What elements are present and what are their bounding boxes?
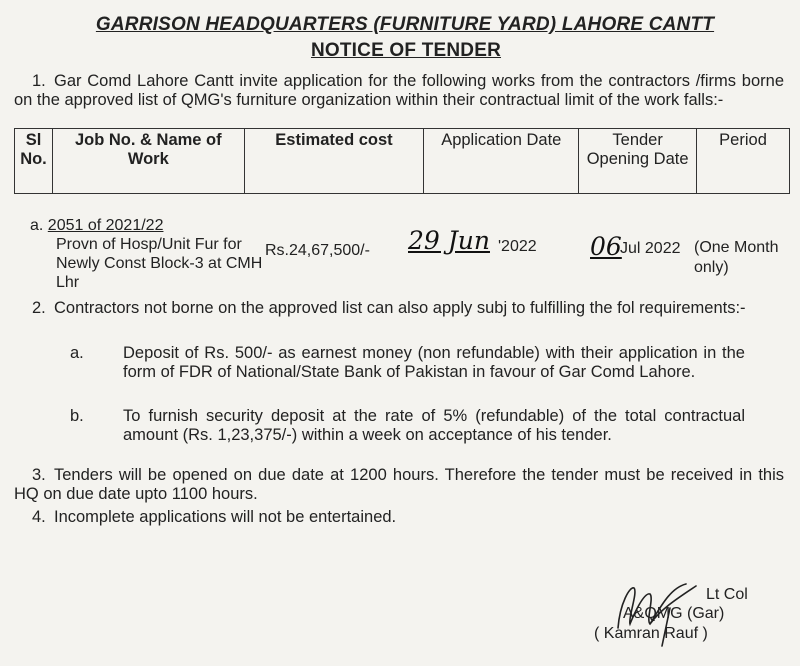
paragraph-4 (14, 508, 784, 527)
requirement-a-text: Deposit of Rs. 500/- as earnest money (non refundable) with their application in the form of FDR of National/State Bank of Pakistan in favour of Gar Comd Lahore. (123, 344, 745, 381)
opening-date-month-year: Jul 2022 (620, 240, 681, 257)
paragraph-4-text: Incomplete applications will not be entertained. (54, 508, 397, 526)
paragraph-2-text: Contractors not borne on the approved list can also apply subj to fulfilling the fol requirements:- (54, 299, 746, 317)
work-entry-ref (30, 216, 163, 235)
header-tender-opening-date: Tender Opening Date (579, 129, 697, 194)
signature-name: ( Kamran Rauf ) (594, 625, 708, 642)
requirement-b-text: To furnish security deposit at the rate of 5% (refundable) of the total contractual amount (Rs. 1,23,375/-) within a week on acceptance of his tender. (123, 407, 745, 444)
tender-table-header-row (15, 129, 790, 194)
tender-table (14, 128, 790, 194)
work-estimated-cost: Rs.24,67,500/- (265, 242, 370, 259)
paragraph-3-number: 3. (32, 466, 46, 484)
work-entry-label: a. (30, 217, 44, 234)
paragraph-3 (14, 466, 784, 504)
work-name: Provn of Hosp/Unit Fur for Newly Const Block-3 at CMH Lhr (56, 236, 263, 291)
application-date-handwritten: 29 Jun (408, 226, 490, 255)
notice-title: GARRISON HEADQUARTERS (FURNITURE YARD) LAHORE CANTT (95, 14, 715, 35)
paragraph-3-text: Tenders will be opened on due date at 1200 hours. Therefore the tender must be received in this HQ on due date upto 1100 hours. (14, 466, 784, 503)
paragraph-2-number: 2. (32, 299, 46, 317)
opening-date-handwritten: 06 (590, 232, 622, 261)
paragraph-1-text: Gar Comd Lahore Cantt invite application for the following works from the contractors /firms borne on the approved list of QMG's furniture organization within their contractual limit of the work falls:- (14, 72, 784, 109)
application-date-year: '2022 (498, 238, 537, 255)
signature-appointment: A&QMG (Gar) (623, 605, 725, 622)
signature-rank: Lt Col (706, 586, 748, 603)
header-estimated-cost: Estimated cost (244, 129, 424, 194)
header-application-date: Application Date (424, 129, 579, 194)
paragraph-4-number: 4. (32, 508, 46, 526)
notice-subtitle: NOTICE OF TENDER (310, 40, 502, 61)
header-sl-no: Sl No. (15, 129, 53, 194)
header-job: Job No. & Name of Work (52, 129, 244, 194)
work-job-number: 2051 of 2021/22 (47, 217, 164, 234)
header-period: Period (697, 129, 790, 194)
paragraph-2 (14, 299, 784, 318)
requirement-b-label: b. (70, 407, 84, 425)
paragraph-1 (14, 72, 784, 110)
paragraph-1-number: 1. (32, 72, 46, 90)
requirement-a-label: a. (70, 344, 84, 362)
work-period: (One Month only) (694, 239, 779, 276)
